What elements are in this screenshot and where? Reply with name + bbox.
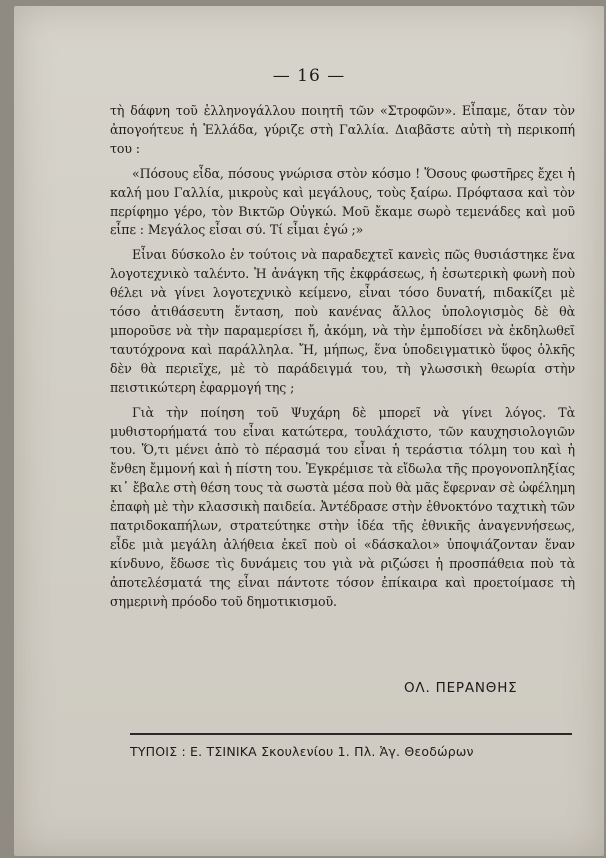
paragraph-psycharis: Γιὰ τὴν ποίηση τοῦ Ψυχάρη δὲ μπορεῖ νὰ γίνει λόγος. Τὰ μυθιστορήματά του εἶναι κατώτερα, τουλάχιστο, τῶν καυχησιολογιῶν του. Ὅ,τι μένει ἀπὸ τὸ πέρασμά του εἶναι ἡ τεράστια τόλμη του καὶ ἡ ἔνθεη ἔμμονή καὶ ἡ πίστη του. Ἐγκρέμισε τὰ εἴδωλα τῆς προγονοπληξίας κι᾿ ἔβαλε στὴ θέση τους τὰ σωστὰ μέσα ποὺ θὰ μᾶς ἔφερναν σὲ ὠφέλημη ἐπαφὴ μὲ τὴν κλασσικὴ παιδεία. Ἀντέδρασε στὴν ἐθνοκτόνο ταχτικὴ τῶν πατριδοκαπήλων, στρατεύτηκε στὴν ἰδέα τῆς ἐθνικῆς ἀναγεννήσεως, εἶδε μιὰ μεγάλη ἀλήθεια ἐκεῖ ποὺ οἱ «δάσκαλοι» ὑποψιάζονταν ἕναν κίνδυνο, ἔδωσε τὶς δυνάμεις του γιὰ νὰ ριζώσει ἡ προσπάθεια ποὺ τὰ ἀποτελέσματά της εἶναι πάντοτε τόσον ἐπίκαιρα καὶ προετοίμασε τὴ σημερινὴ πρόοδο τοῦ δημοτικισμοῦ. xyxy=(110,404,575,609)
paragraph-talent: Εἶναι δύσκολο ἐν τούτοις νὰ παραδεχτεῖ κανεὶς πῶς θυσιάστηκε ἕνα λογοτεχνικὸ ταλέντο. Ἡ ἀνάγκη τῆς ἐκφράσεως, ἡ ἐσωτερικὴ φωνὴ ποὺ θέλει νὰ γίνει λογοτεχνικὸ κείμενο, εἶναι τόσο δυνατή, πιδακίζει μὲ τόσο ἀτιθάσευτη ἔνταση, ποὺ κανένας ἄλλος ὑπολογισμὸς δὲ θὰ μποροῦσε νὰ τὴν παραμερίσει ἤ, ἀκόμη, νὰ τὴν ἐμποδίσει νὰ ἐκδηλωθεῖ ταυτόχρονα καὶ παράλληλα. Ἤ, μήπως, ἕνα ὑποδειγματικὸ ὕφος ὁλκῆς δὲν θὰ περιεῖχε, μὲ τὸ παράδειγμά του, τὴ γλωσσικὴ θεωρία στὴν πειστικώτερη ἐφαρμογή της ; xyxy=(110,247,575,395)
body-text xyxy=(110,102,575,618)
printer-imprint: ΤΥΠΟΙΣ : Ε. ΤΣΙΝΙΚΑ Σκουλενίου 1. Πλ. Ἁγ. Θεοδώρων xyxy=(130,744,474,759)
author-signature: ΟΛ. ΠΕΡΑΝΘΗΣ xyxy=(404,680,518,696)
book-page xyxy=(14,6,604,856)
divider-rule xyxy=(130,733,572,735)
paragraph-quote: «Πόσους εἶδα, πόσους γνώρισα στὸν κόσμο ! Ὅσους φωστῆρες ἔχει ἡ καλή μου Γαλλία, μικροὺς καὶ μεγάλους, τοὺς ξαίρω. Πρόφτασα καὶ τὸν περίφημο γέρο, τὸν Βικτῶρ Οὐγκώ. Μοῦ ἔκαμε σωρὸ τεμενάδες καὶ μοῦ εἶπε : Μεγάλος εἶσαι σύ. Τί εἶμαι ἐγώ ;» xyxy=(110,165,575,238)
page-number: — 16 — xyxy=(272,66,346,86)
paragraph-continuation: τὴ δάφνη τοῦ ἑλληνογάλλου ποιητῆ τῶν «Στροφῶν». Εἶπαμε, ὅταν τὸν ἀπογοήτευε ἡ Ἑλλάδα, γύριζε στὴ Γαλλία. Διαβᾶστε αὐτὴ τὴ περικοπή του : xyxy=(110,103,575,156)
